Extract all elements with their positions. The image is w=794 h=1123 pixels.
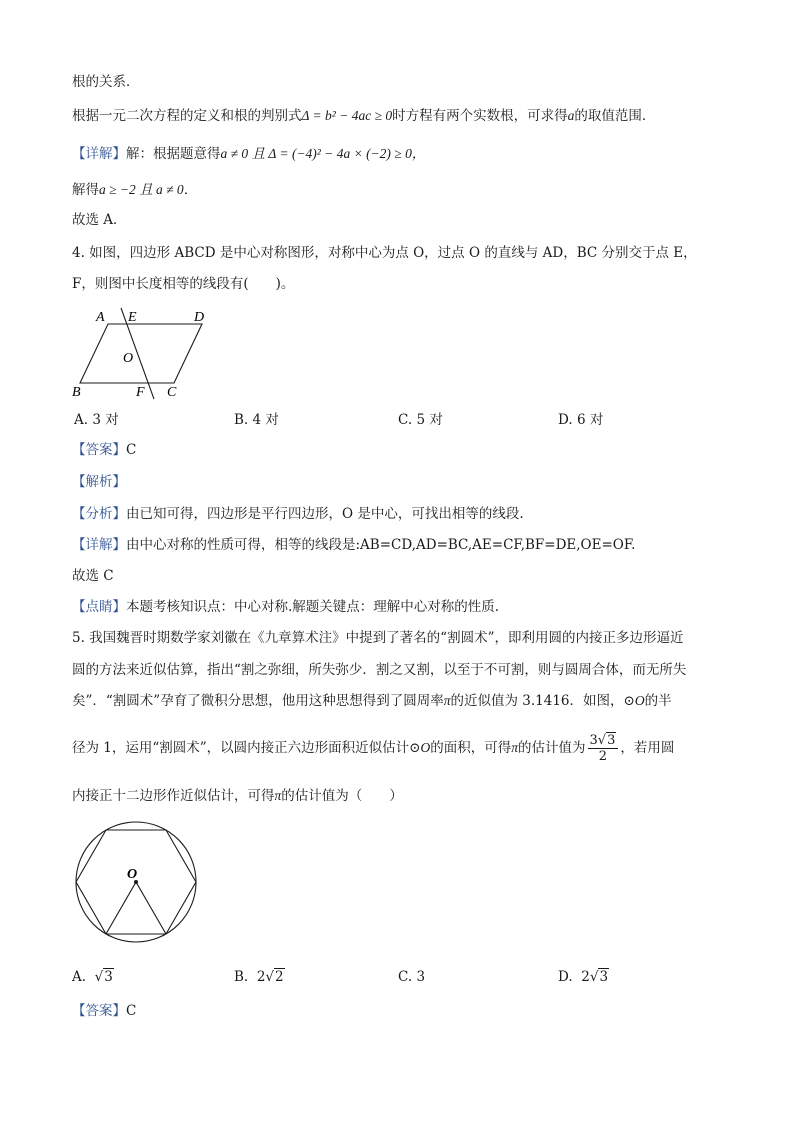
question-5-text: 5. 我国魏晋时期数学家刘徽在《九章算术注》中提到了著名的“割圆术”，即利用圆的内接正多边形逼近 — [72, 630, 684, 646]
answer-line — [72, 440, 136, 460]
option-a: A. √3 — [72, 969, 113, 985]
label-d: D — [194, 310, 205, 325]
analysis-line — [72, 472, 126, 492]
option-a: A. 3 对 — [74, 412, 119, 428]
text-span: 解：根据题意得 — [126, 146, 221, 162]
question-5-text: 内接正十二边形作近似估计，可得π的估计值为（ ） — [72, 788, 403, 804]
answer-value: C — [126, 442, 137, 458]
text-span: 的取值范围． — [574, 108, 656, 124]
label-c: C — [167, 385, 177, 400]
question-5-text: 矣”．“割圆术”孕育了微积分思想，他用这种思想得到了圆周率π的近似值为 3.1416．如图，⊙O的半 — [72, 693, 672, 709]
label-o: O — [127, 867, 138, 882]
question-5-text: 圆的方法来近似估算，指出“割之弥细，所失弥少．割之又割，以至于不可割，则与圆周合体，而无所失 — [72, 662, 687, 678]
text-line — [72, 144, 425, 164]
text-span: 时方程有两个实数根，可求得 — [392, 108, 568, 124]
label-a: A — [96, 310, 105, 325]
option-c: C. 3 — [398, 969, 426, 985]
label-o: O — [123, 351, 134, 366]
comment-line — [72, 597, 499, 617]
text-span: 根据一元二次方程的定义和根的判别式 — [72, 108, 302, 124]
fraction: $\frac{3√3}{2}$ — [588, 733, 619, 764]
option-d: D. 6 对 — [558, 412, 604, 428]
detail-text: 由中心对称的性质可得，相等的线段是:AB=CD,AD=BC,AE=CF,BF=DE,OE=OF. — [126, 537, 636, 553]
analysis-tag: 【解析】 — [72, 474, 126, 490]
label-b: B — [72, 385, 81, 400]
detail-tag: 【详解】 — [72, 537, 126, 553]
option-b: B. 4 对 — [234, 412, 279, 428]
comment-tag: 【点睛】 — [72, 599, 126, 615]
choose-line: 故选 C — [72, 568, 114, 584]
variable: a — [567, 108, 575, 123]
label-f: F — [136, 385, 145, 400]
fenxi-text: 由已知可得，四边形是平行四边形，O 是中心，可找出相等的线段. — [126, 506, 524, 522]
text-span: 解得 — [72, 182, 99, 198]
label-e: E — [128, 310, 137, 325]
comment-text: 本题考核知识点：中心对称.解题关键点：理解中心对称的性质. — [126, 599, 500, 615]
answer-line — [72, 1001, 136, 1021]
parallelogram-figure — [66, 302, 216, 402]
text-line — [72, 106, 655, 126]
question-5-text: 径为 1，运用“割圆术”，以圆内接正六边形面积近似估计⊙O的面积，可得π的估计值为 $\frac{3√3}{2}$ ，若用圆 — [72, 733, 675, 764]
formula: a ≥ −2 且 a ≠ 0． — [99, 182, 198, 197]
detail-line — [72, 535, 635, 555]
detail-tag: 【详解】 — [72, 146, 126, 162]
answer-value: C — [126, 1003, 137, 1019]
text-line: 故选 A． — [72, 212, 127, 228]
answer-tag: 【答案】 — [72, 1003, 126, 1019]
hexagon-circle-figure — [70, 820, 202, 944]
option-d: D. 2√3 — [558, 969, 609, 985]
center-triangle — [106, 882, 166, 934]
option-c: C. 5 对 — [398, 412, 443, 428]
fenxi-line — [72, 504, 524, 524]
fenxi-tag: 【分析】 — [72, 506, 126, 522]
answer-tag: 【答案】 — [72, 442, 126, 458]
text-line: 根的关系． — [72, 74, 140, 90]
option-b: B. 2√2 — [234, 969, 284, 985]
question-4-text: 4. 如图，四边形 ABCD 是中心对称图形，对称中心为点 O，过点 O 的直线与 AD，BC 分别交于点 E， — [72, 245, 697, 261]
text-line — [72, 180, 197, 200]
formula: a ≠ 0 且 Δ = (−4)² − 4a × (−2) ≥ 0， — [220, 146, 426, 161]
question-4-text: F，则图中长度相等的线段有( )。 — [72, 276, 295, 292]
formula: Δ = b² − 4ac ≥ 0 — [301, 108, 393, 123]
parallelogram-abcd — [80, 324, 202, 383]
